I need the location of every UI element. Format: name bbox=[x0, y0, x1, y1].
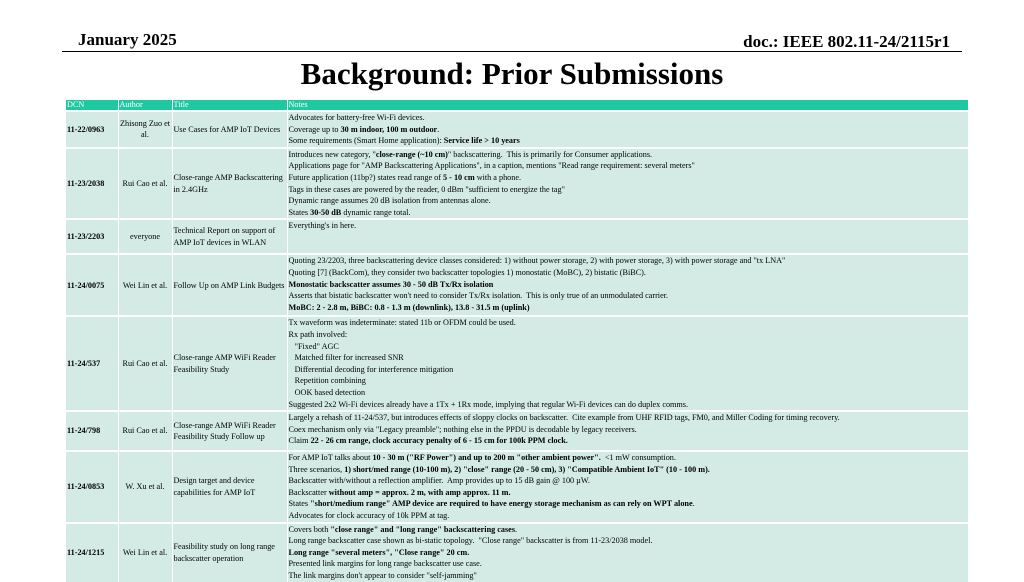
table-row bbox=[66, 523, 968, 582]
note-line bbox=[289, 558, 967, 570]
note-line bbox=[289, 498, 967, 510]
note-line bbox=[289, 452, 967, 464]
cell-notes bbox=[287, 111, 968, 148]
note-text: Largely a rehash of 11-24/537, but introduces effects of sloppy clocks on backscatter. Cite example from UHF RFID tags, FM0, and Miller Coding for timing recovery. bbox=[288, 413, 840, 423]
cell-notes bbox=[287, 523, 968, 582]
header-doc-id: doc.: IEEE 802.11-24/2115r1 bbox=[743, 32, 950, 51]
slide-title: Background: Prior Submissions bbox=[300, 56, 724, 91]
note-text-bold: Service life > 10 years bbox=[443, 136, 520, 146]
note-line bbox=[289, 195, 967, 207]
note-text: Coverage up to bbox=[288, 124, 341, 134]
cell-dcn: 11-24/798 bbox=[66, 411, 118, 451]
note-text-bold: "short/medium range" AMP device are required to have energy storage mechanism as can rely on WPT alone bbox=[310, 499, 693, 509]
cell-dcn: 11-23/2038 bbox=[66, 148, 118, 220]
column-header-notes: Notes bbox=[287, 100, 968, 111]
cell-title: Close-range AMP Backscattering in 2.4GHz bbox=[172, 148, 287, 220]
note-text: Introduces new category, " bbox=[288, 149, 376, 159]
column-header-dcn: DCN bbox=[66, 100, 118, 111]
note-line bbox=[289, 184, 967, 196]
note-line bbox=[289, 255, 967, 267]
note-text: The link margins don't appear to consider "self-jamming" bbox=[288, 571, 477, 581]
note-text: Some requirements (Smart Home application): bbox=[288, 136, 444, 146]
note-line bbox=[289, 412, 967, 424]
note-text: Rx path involved: bbox=[288, 329, 348, 339]
note-text: Quoting [7] (BackCom), they consider two backscatter topologies 1) monostatic (MoBC), 2) bistatic (BiBC). bbox=[288, 267, 646, 277]
cell-author: Rui Cao et al. bbox=[118, 316, 172, 411]
note-text: Repetition combining bbox=[288, 376, 366, 386]
note-text: . bbox=[437, 124, 440, 134]
note-text: Differential decoding for interference mitigation bbox=[288, 364, 454, 374]
note-line bbox=[289, 510, 967, 522]
cell-dcn: 11-24/1215 bbox=[66, 523, 118, 582]
note-line bbox=[289, 435, 967, 447]
column-header-title: Title bbox=[172, 100, 287, 111]
note-line bbox=[289, 464, 967, 476]
note-text: Future application (11bp?) states read range of bbox=[288, 172, 444, 182]
note-text-bold: 30-50 dB bbox=[310, 207, 342, 217]
note-text: Asserts that bistatic backscatter won't need to consider Tx/Rx isolation. This is only true of an unmodulated carrier. bbox=[288, 291, 669, 301]
table-row bbox=[66, 451, 968, 523]
note-text-bold: Long range "several meters", "Close range" 20 cm. bbox=[288, 547, 470, 557]
header-rule bbox=[62, 51, 962, 52]
note-text: Quoting 23/2203, three backscattering device classes considered: 1) without power storage, 2) with power storage, 3) with power storage and "tx LNA" bbox=[288, 256, 786, 266]
note-line bbox=[289, 267, 967, 279]
cell-dcn: 11-23/2203 bbox=[66, 219, 118, 254]
cell-author: Rui Cao et al. bbox=[118, 148, 172, 220]
cell-title: Close-range AMP WiFi Reader Feasibility Study Follow up bbox=[172, 411, 287, 451]
cell-title: Technical Report on support of AMP IoT devices in WLAN bbox=[172, 219, 287, 254]
cell-dcn: 11-22/0963 bbox=[66, 111, 118, 148]
cell-author: Wei Lin et al. bbox=[118, 254, 172, 316]
cell-author: Zhisong Zuo et al. bbox=[118, 111, 172, 148]
cell-title: Follow Up on AMP Link Budgets bbox=[172, 254, 287, 316]
cell-notes bbox=[287, 451, 968, 523]
note-text: States bbox=[288, 499, 311, 509]
note-line bbox=[289, 290, 967, 302]
note-text: Covers both bbox=[288, 524, 331, 534]
submissions-table bbox=[66, 100, 969, 582]
cell-author: W. Xu et al. bbox=[118, 451, 172, 523]
cell-title: Close-range AMP WiFi Reader Feasibility Study bbox=[172, 316, 287, 411]
column-header-author: Author bbox=[118, 100, 172, 111]
cell-notes bbox=[287, 148, 968, 220]
note-text: dynamic range total. bbox=[341, 207, 411, 217]
note-line bbox=[289, 207, 967, 219]
note-line bbox=[289, 329, 967, 341]
cell-title: Design target and device capabilities for AMP IoT bbox=[172, 451, 287, 523]
cell-author: everyone bbox=[118, 219, 172, 254]
cell-author: Rui Cao et al. bbox=[118, 411, 172, 451]
note-text: Tx waveform was indeterminate: stated 11b or OFDM could be used. bbox=[288, 318, 516, 328]
note-text: Long range backscatter case shown as bi-static topology. "Close range" backscatter is from 11-23/2038 model. bbox=[288, 536, 653, 546]
table-row bbox=[66, 316, 968, 411]
note-text: . bbox=[692, 499, 695, 509]
table-header-row bbox=[66, 100, 968, 111]
note-text: OOK based detection bbox=[288, 387, 366, 397]
note-text-bold: 30 m indoor, 100 m outdoor bbox=[340, 124, 438, 134]
note-text: " backscattering. This is primarily for Consumer applications. bbox=[447, 149, 653, 159]
table-row bbox=[66, 148, 968, 220]
note-line bbox=[289, 112, 967, 124]
note-text: Advocates for clock accuracy of 10k PPM at tag. bbox=[288, 511, 450, 521]
table-row bbox=[66, 111, 968, 148]
note-line bbox=[289, 279, 967, 291]
note-line bbox=[289, 387, 967, 399]
note-text-bold: MoBC: 2 - 2.8 m, BiBC: 0.8 - 1.3 m (downlink), 13.8 - 31.5 m (uplink) bbox=[288, 302, 530, 312]
note-line bbox=[289, 124, 967, 136]
note-line bbox=[289, 475, 967, 487]
note-text-bold: without amp = approx. 2 m, with amp approx. 11 m. bbox=[328, 487, 511, 497]
note-text-bold: 10 - 30 m ("RF Power") and up to 200 m "other ambient power". bbox=[372, 453, 601, 463]
note-text-bold: close-range (~10 cm) bbox=[375, 149, 448, 159]
cell-notes bbox=[287, 254, 968, 316]
note-text-bold: Monostatic backscatter assumes 30 - 50 dB Tx/Rx isolation bbox=[288, 279, 494, 289]
note-line bbox=[289, 524, 967, 536]
note-text: Matched filter for increased SNR bbox=[288, 353, 404, 363]
note-text: Presented link margins for long range backscatter use case. bbox=[288, 559, 482, 569]
note-line bbox=[289, 317, 967, 329]
note-line bbox=[289, 220, 967, 232]
cell-dcn: 11-24/0075 bbox=[66, 254, 118, 316]
note-line bbox=[289, 302, 967, 314]
note-line bbox=[289, 341, 967, 353]
table-row bbox=[66, 411, 968, 451]
note-line bbox=[289, 375, 967, 387]
note-text: Claim bbox=[288, 436, 311, 446]
note-line bbox=[289, 352, 967, 364]
note-text: Advocates for battery-free Wi-Fi devices. bbox=[288, 113, 425, 122]
note-line bbox=[289, 364, 967, 376]
note-line bbox=[289, 424, 967, 436]
note-text: <1 mW consumption. bbox=[600, 453, 676, 463]
note-text: "Fixed" AGC bbox=[288, 341, 339, 351]
note-line bbox=[289, 160, 967, 172]
note-text: Tags in these cases are powered by the reader, 0 dBm "sufficient to energize the tag" bbox=[288, 184, 565, 194]
note-text: Backscatter bbox=[288, 487, 329, 497]
cell-title: Use Cases for AMP IoT Devices bbox=[172, 111, 287, 148]
note-line bbox=[289, 535, 967, 547]
cell-notes bbox=[287, 219, 968, 254]
cell-dcn: 11-24/0853 bbox=[66, 451, 118, 523]
note-text: Coex mechanism only via "Legacy preamble"; nothing else in the PPDU is decodable by legacy receivers. bbox=[288, 424, 637, 434]
note-text: with a phone. bbox=[474, 172, 522, 182]
table-row bbox=[66, 254, 968, 316]
note-text: States bbox=[288, 207, 311, 217]
cell-dcn: 11-24/537 bbox=[66, 316, 118, 411]
note-line bbox=[289, 487, 967, 499]
note-text-bold: 1) short/med range (10-100 m), 2) "close" range (20 - 50 cm), 3) "Compatible Ambient IoT" (10 - 100 m). bbox=[344, 464, 710, 474]
note-line bbox=[289, 172, 967, 184]
note-text: Three scenarios, bbox=[288, 464, 345, 474]
cell-title: Feasibility study on long range backscatter operation bbox=[172, 523, 287, 582]
cell-notes bbox=[287, 316, 968, 411]
note-line bbox=[289, 149, 967, 161]
note-text-bold: 5 - 10 cm bbox=[443, 172, 475, 182]
note-text-bold: "close range" and "long range" backscattering cases bbox=[330, 524, 516, 534]
cell-author: Wei Lin et al. bbox=[118, 523, 172, 582]
note-text: Backscatter with/without a reflection amplifier. Amp provides up to 15 dB gain @ 100 µW. bbox=[288, 476, 590, 486]
note-text: Suggested 2x2 Wi-Fi devices already have a 1Tx + 1Rx mode, implying that regular Wi-Fi devices can do duplex comms. bbox=[288, 399, 689, 409]
note-text: Everything's in here. bbox=[288, 221, 357, 231]
note-text: . bbox=[515, 524, 518, 534]
note-line bbox=[289, 399, 967, 411]
note-text-bold: 22 - 26 cm range, clock accuracy penalty of 6 - 15 cm for 100k PPM clock. bbox=[310, 436, 568, 446]
cell-notes bbox=[287, 411, 968, 451]
note-text: Applications page for "AMP Backscattering Applications", in a caption, mentions "Read range requirement: several meters" bbox=[288, 161, 695, 171]
note-text: Dynamic range assumes 20 dB isolation from antennas alone. bbox=[288, 196, 491, 206]
note-line bbox=[289, 547, 967, 559]
table-row bbox=[66, 219, 968, 254]
note-text: For AMP IoT talks about bbox=[288, 453, 373, 463]
note-line bbox=[289, 135, 967, 147]
header-date: January 2025 bbox=[78, 30, 177, 49]
